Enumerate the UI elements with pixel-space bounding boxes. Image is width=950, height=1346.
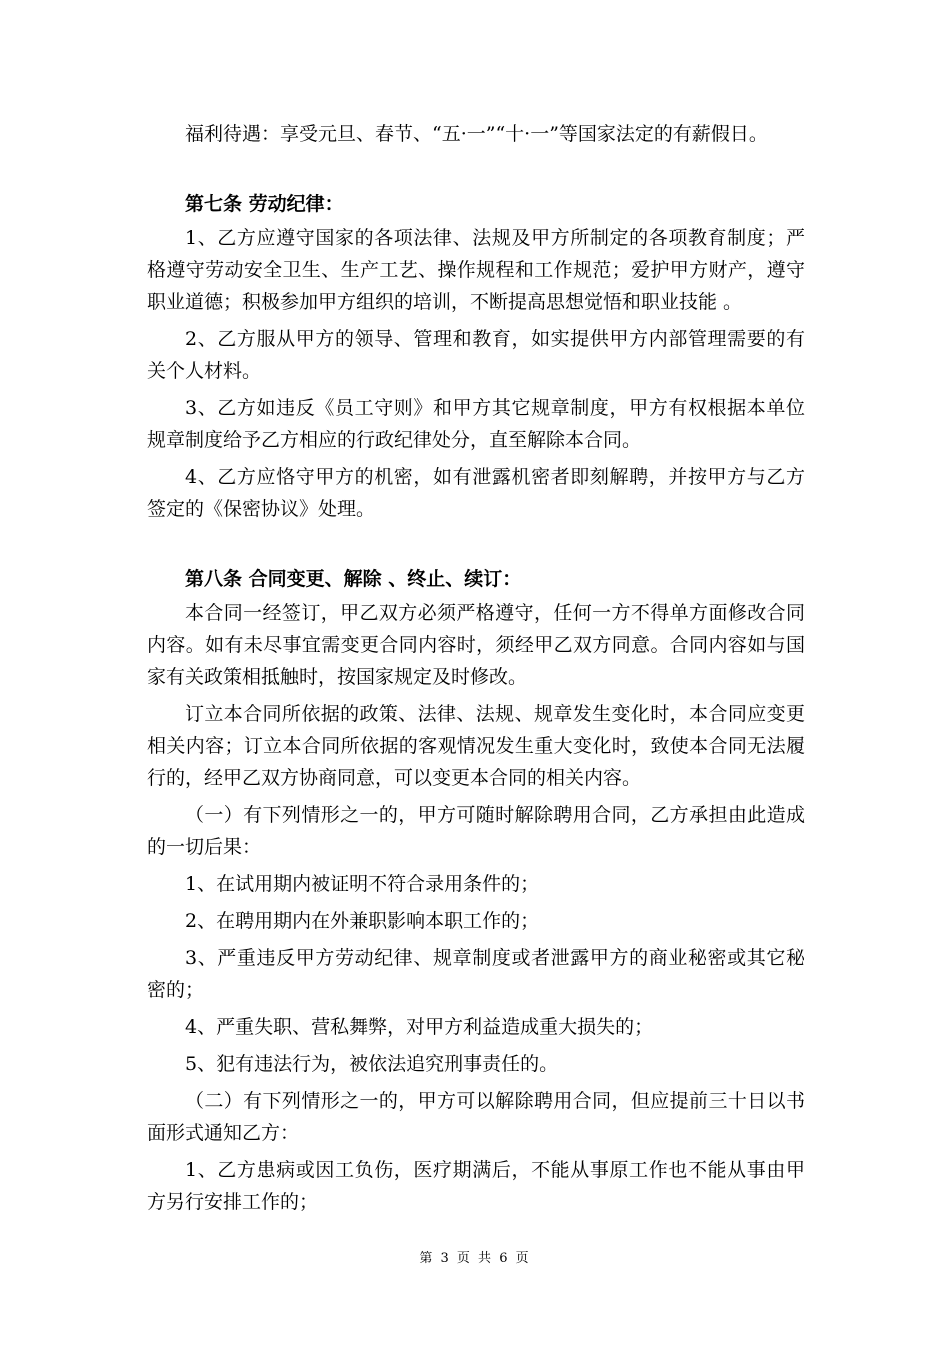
welfare-paragraph: 福利待遇：享受元旦、春节、“五·一”“十·一”等国家法定的有薪假日。 [185, 123, 768, 145]
article-8-section-1-item-1: 1、在试用期内被证明不符合录用条件的； [185, 873, 540, 895]
article-8-section-1-item-2: 2、在聘用期内在外兼职影响本职工作的； [185, 910, 540, 932]
article-8-section-1-item-4: 4、严重失职、营私舞弊，对甲方利益造成重大损失的； [185, 1016, 654, 1038]
article-8-section-1-intro: （一）有下列情形之一的，甲方可随时解除聘用合同，乙方承担由此造成的一切后果： [147, 804, 805, 858]
article-8-section-1-item-5: 5、犯有违法行为，被依法追究刑事责任的。 [185, 1053, 559, 1075]
article-8-section-2-intro: （二）有下列情形之一的，甲方可以解除聘用合同，但应提前三十日以书面形式通知乙方： [147, 1090, 805, 1144]
article-7-heading: 第七条 劳动纪律： [185, 193, 344, 215]
article-7-item-1: 1、乙方应遵守国家的各项法律、法规及甲方所制定的各项教育制度；严格遵守劳动安全卫生、生产工艺、操作规程和工作规范；爱护甲方财产，遵守职业道德；积极参加甲方组织的培训，不断提高思想觉悟和职业技能 。 [147, 227, 805, 313]
article-8-section-1-item-3: 3、严重违反甲方劳动纪律、规章制度或者泄露甲方的商业秘密或其它秘密的； [147, 947, 805, 1001]
article-8-paragraph-1: 本合同一经签订，甲乙双方必须严格遵守，任何一方不得单方面修改合同内容。如有未尽事宜需变更合同内容时，须经甲乙双方同意。合同内容如与国家有关政策相抵触时，按国家规定及时修改。 [147, 602, 805, 688]
document-body [147, 118, 805, 1218]
article-8-paragraph-2: 订立本合同所依据的政策、法律、法规、规章发生变化时，本合同应变更相关内容；订立本合同所依据的客观情况发生重大变化时，致使本合同无法履行的，经甲乙双方协商同意，可以变更本合同的相关内容。 [147, 703, 805, 789]
page-number-footer: 第 3 页 共 6 页 [419, 1251, 531, 1266]
article-8-section-2-item-1: 1、乙方患病或因工负伤，医疗期满后，不能从事原工作也不能从事由甲方另行安排工作的； [147, 1159, 805, 1213]
article-7-item-4: 4、乙方应恪守甲方的机密，如有泄露机密者即刻解聘，并按甲方与乙方签定的《保密协议》处理。 [147, 466, 805, 520]
article-7-item-2: 2、乙方服从甲方的领导、管理和教育，如实提供甲方内部管理需要的有关个人材料。 [147, 328, 805, 382]
article-8-heading: 第八条 合同变更、解除 、终止、续订： [185, 568, 522, 590]
article-7-item-3: 3、乙方如违反《员工守则》和甲方其它规章制度，甲方有权根据本单位规章制度给予乙方相应的行政纪律处分，直至解除本合同。 [147, 397, 805, 451]
